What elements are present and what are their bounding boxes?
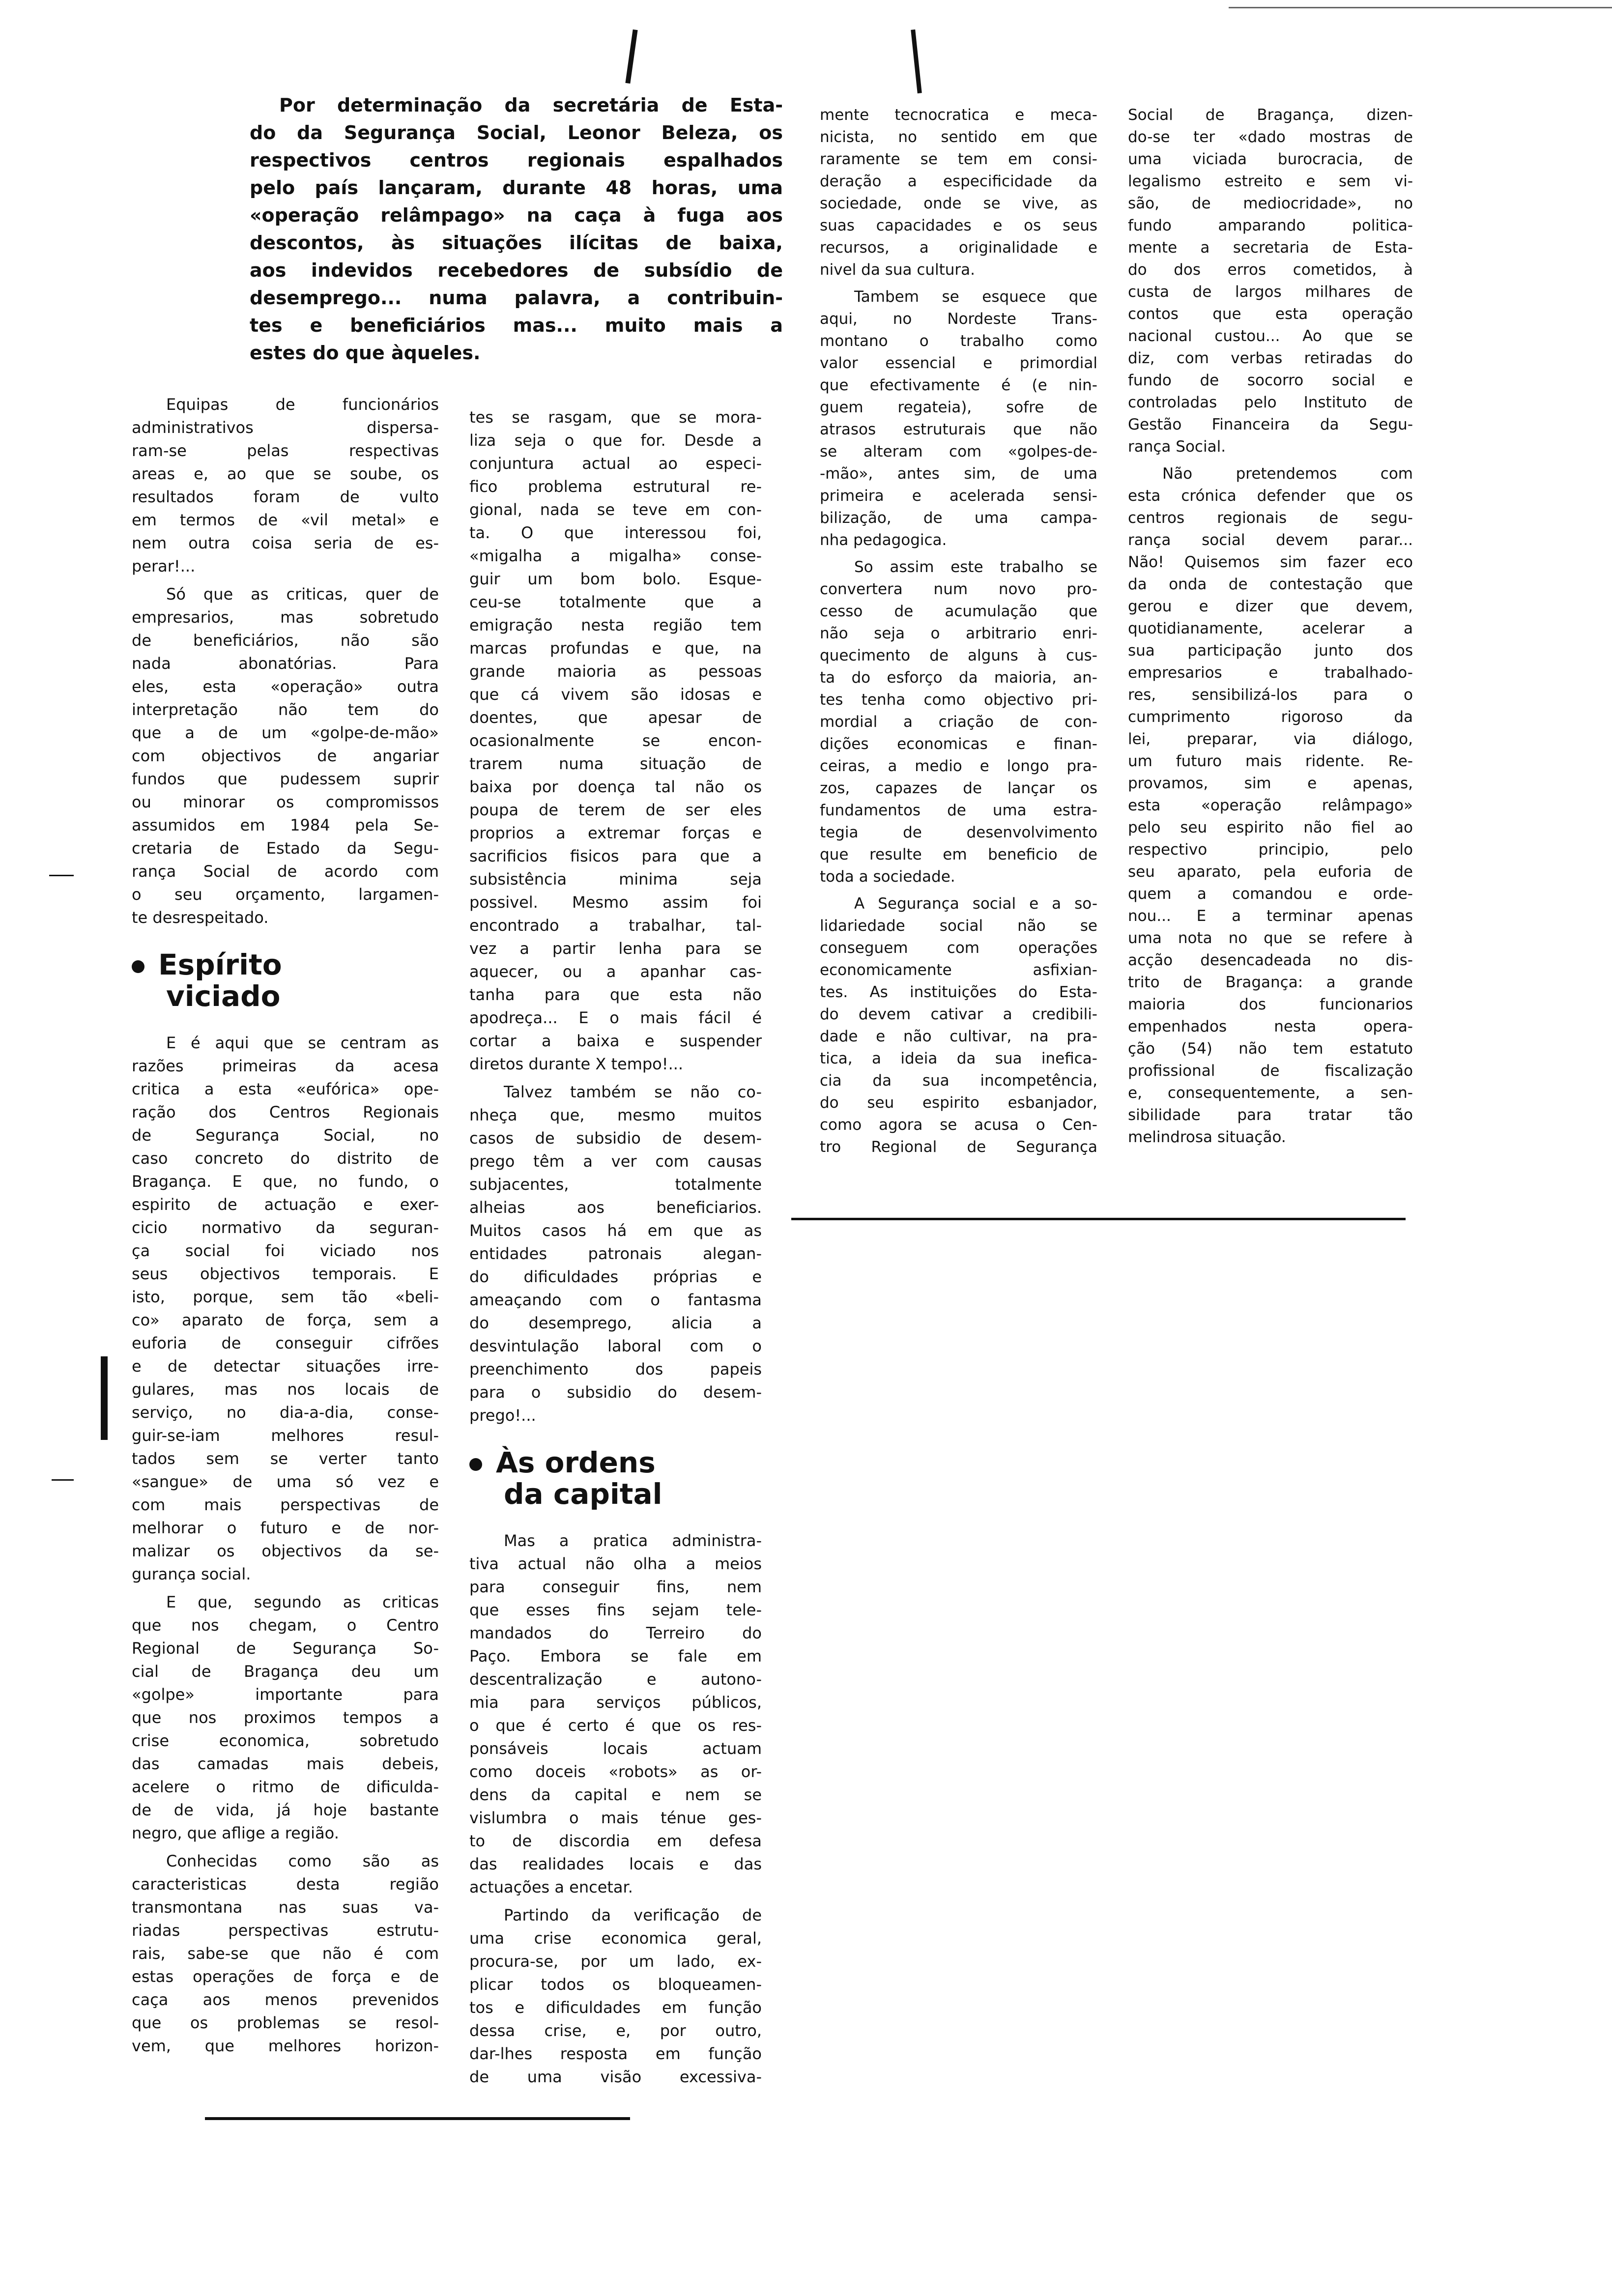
text-line: Paço. Embora se fale em <box>469 1647 762 1665</box>
text-line: nem outra coisa seria de es- <box>132 534 439 552</box>
text-line: das realidades locais e das <box>469 1855 762 1873</box>
text-line: poupa de terem de ser eles <box>469 801 762 819</box>
paragraph <box>469 1529 762 1899</box>
text-line: esta «operação relâmpago» <box>1128 797 1413 814</box>
text-line: plicar todos os bloqueamen- <box>469 1975 762 1994</box>
text-line: uma crise economica geral, <box>469 1929 762 1948</box>
text-line: que nos proximos tempos a <box>132 1708 439 1727</box>
text-line: valor essencial e primordial <box>820 354 1097 372</box>
text-line: tica, a ideia da sua inefica- <box>820 1050 1097 1067</box>
text-line: uma viciada burocracia, de <box>1128 150 1413 168</box>
text-line: caso concreto do distrito de <box>132 1149 439 1168</box>
paragraph <box>820 104 1097 281</box>
heading-line <box>469 1447 762 1478</box>
text-line: emigração nesta região tem <box>469 616 762 634</box>
text-line: profissional de fiscalização <box>1128 1062 1413 1080</box>
article-column-4 <box>1128 104 1413 1153</box>
text-line: guem regateia), sofre de <box>820 399 1097 416</box>
text-line: ameaçando com o fantasma <box>469 1291 762 1309</box>
paragraph <box>820 556 1097 888</box>
text-line: prego têm a ver com causas <box>469 1152 762 1171</box>
handwritten-mark <box>49 875 74 876</box>
text-line: tegia de desenvolvimento <box>820 824 1097 841</box>
text-line: dar-lhes resposta em função <box>469 2044 762 2063</box>
text-line: do dos erros cometidos, à <box>1128 261 1413 279</box>
text-line: ou minorar os compromissos <box>132 793 439 811</box>
text-line: prego!... <box>469 1406 536 1425</box>
text-line: proprios a extremar forças e <box>469 824 762 842</box>
text-line: Não! Quisemos sim fazer eco <box>1128 553 1413 571</box>
text-line: conseguem com operações <box>820 939 1097 957</box>
text-line: ção (54) não tem estatuto <box>1128 1040 1413 1058</box>
text-line: alheias aos beneficiarios. <box>469 1198 762 1217</box>
text-line: Conhecidas como são as <box>166 1852 439 1870</box>
text-line: mente a secretaria de Esta- <box>1128 239 1413 257</box>
text-line: ceu-se totalmente que a <box>469 593 762 611</box>
text-line: gulares, mas nos locais de <box>132 1380 439 1399</box>
text-line: o seu orçamento, largamen- <box>132 885 439 904</box>
text-line: que cá vivem são idosas e <box>469 685 762 704</box>
text-line: com objectivos de angariar <box>132 746 439 765</box>
text-line: tiva actual não olha a meios <box>469 1554 762 1573</box>
paragraph <box>1128 104 1413 458</box>
text-line: dens da capital e nem se <box>469 1785 762 1804</box>
article-lead <box>250 91 783 367</box>
text-line: aquecer, ou a apanhar cas- <box>469 962 762 981</box>
text-line: desemprego... numa palavra, a contribuin- <box>250 287 783 309</box>
text-line: toda a sociedade. <box>820 868 955 886</box>
text-line: fico problema estrutural re- <box>469 477 762 496</box>
text-line: para o subsidio do desem- <box>469 1383 762 1402</box>
text-line: como agora se acusa o Cen- <box>820 1116 1097 1134</box>
text-line: em termos de «vil metal» e <box>132 511 439 529</box>
text-line: vez a partir lenha para se <box>469 939 762 958</box>
text-line: seu aparato, pela euforia de <box>1128 863 1413 881</box>
paragraph <box>820 893 1097 1158</box>
text-line: da onda de contestação que <box>1128 575 1413 593</box>
text-line: dade e não cultivar, na pra- <box>820 1028 1097 1045</box>
text-line: «golpe» importante para <box>132 1685 439 1704</box>
article-column-1 <box>132 393 439 2063</box>
text-line: de beneficiários, não são <box>132 631 439 650</box>
text-line: ceiras, a medio e longo pra- <box>820 757 1097 775</box>
text-line: encontrado a trabalhar, tal- <box>469 916 762 935</box>
text-line: ta. O que interessou foi, <box>469 523 762 542</box>
text-line: caracteristicas desta região <box>132 1875 439 1894</box>
text-line: baixa por doença tal não os <box>469 777 762 796</box>
text-line: provamos, sim e apenas, <box>1128 775 1413 792</box>
text-line: controladas pelo Instituto de <box>1128 394 1413 411</box>
text-line: como doceis «robots» as or- <box>469 1762 762 1781</box>
text-line: gerou e dizer que devem, <box>1128 598 1413 615</box>
text-line: descontos, às situações ilícitas de baixa, <box>250 232 783 254</box>
section-heading <box>132 949 439 1012</box>
text-line: tes. As instituições do Esta- <box>820 983 1097 1001</box>
text-line: desvintulação laboral com o <box>469 1337 762 1355</box>
text-line: nheça que, mesmo muitos <box>469 1106 762 1124</box>
text-line: suas capacidades e os seus <box>820 217 1097 234</box>
text-line: tro Regional de Segurança <box>820 1138 1097 1156</box>
text-line: não seja o arbitrario enri- <box>820 625 1097 642</box>
text-line: fundamentos de uma estra- <box>820 802 1097 819</box>
top-right-rule <box>1229 7 1612 8</box>
text-line: interpretação não tem do <box>132 700 439 719</box>
text-line: legalismo estreito e sem vi- <box>1128 172 1413 190</box>
text-line: fundo de socorro social e <box>1128 372 1413 389</box>
text-line: dessa crise, e, por outro, <box>469 2021 762 2040</box>
text-line: Talvez também se não co- <box>504 1083 762 1101</box>
text-line: «migalha a migalha» conse- <box>469 546 762 565</box>
text-line: pelo país lançaram, durante 48 horas, uma <box>250 177 783 199</box>
text-line: A Segurança social e a so- <box>854 895 1097 913</box>
heading-text: viciado <box>166 979 281 1013</box>
handwritten-mark <box>52 1479 74 1481</box>
text-line: pelo seu espirito não fiel ao <box>1128 819 1413 836</box>
text-line: perar!... <box>132 557 196 575</box>
text-line: diretos durante X tempo!... <box>469 1055 684 1073</box>
text-line: nha pedagogica. <box>820 531 947 549</box>
bottom-rule-right <box>791 1218 1406 1220</box>
text-line: ta do esforço da maioria, an- <box>820 669 1097 687</box>
text-line: de uma visão excessiva- <box>469 2067 762 2086</box>
text-line: contos que esta operação <box>1128 305 1413 323</box>
text-line: montano o trabalho como <box>820 332 1097 350</box>
text-line: raramente se tem em consi- <box>820 150 1097 168</box>
text-line: recursos, a originalidade e <box>820 239 1097 257</box>
text-line: tanha para que esta não <box>469 985 762 1004</box>
text-line: tes e beneficiários mas... muito mais a <box>250 315 783 336</box>
text-line: sibilidade para tratar tão <box>1128 1106 1413 1124</box>
text-line: rança Social de acordo com <box>132 862 439 881</box>
article-column-2 <box>469 406 762 2094</box>
text-line: empresarios e trabalhado- <box>1128 664 1413 682</box>
text-line: crise economica, sobretudo <box>132 1731 439 1750</box>
text-line: apodreça... E o mais fácil é <box>469 1008 762 1027</box>
text-line: mandados do Terreiro do <box>469 1624 762 1642</box>
heading-line <box>132 949 439 980</box>
paragraph <box>132 1850 439 2058</box>
bullet-icon <box>469 1458 482 1471</box>
text-line: convertera num novo pro- <box>820 580 1097 598</box>
text-line: te desrespeitado. <box>132 908 269 927</box>
text-line: rança Social. <box>1128 438 1226 456</box>
text-line: cortar a baixa e suspender <box>469 1032 762 1050</box>
text-line: lei, preparar, via diálogo, <box>1128 730 1413 748</box>
text-line: rais, sabe-se que não é com <box>132 1944 439 1963</box>
text-line: possivel. Mesmo assim foi <box>469 893 762 912</box>
text-line: nivel da sua cultura. <box>820 261 976 279</box>
text-line: malizar os objectivos da se- <box>132 1542 439 1560</box>
text-line: mente tecnocratica e meca- <box>820 106 1097 124</box>
text-line: trito de Bragança: a grande <box>1128 974 1413 991</box>
text-line: resultados foram de vulto <box>132 488 439 506</box>
text-line: Tambem se esquece que <box>854 288 1097 306</box>
text-line: areas e, ao que se soube, os <box>132 464 439 483</box>
text-line: preenchimento dos papeis <box>469 1360 762 1378</box>
text-line: riadas perspectivas estrutu- <box>132 1921 439 1940</box>
text-line: isto, porque, sem tão «beli- <box>132 1288 439 1306</box>
text-line: «operação relâmpago» na caça à fuga aos <box>250 204 783 226</box>
bullet-icon <box>132 960 144 973</box>
text-line: nacional custou... Ao que se <box>1128 327 1413 345</box>
text-line: bilização, de uma campa- <box>820 509 1097 527</box>
text-line: tos e dificuldades em função <box>469 1998 762 2017</box>
text-line: aos indevidos recebedores de subsídio de <box>250 259 783 281</box>
text-line: nicista, no sentido em que <box>820 128 1097 146</box>
text-line: gional, nada se teve em con- <box>469 500 762 519</box>
text-line: empresarios, mas sobretudo <box>132 608 439 627</box>
paragraph <box>132 1591 439 1845</box>
text-line: assumidos em 1984 pela Se- <box>132 816 439 834</box>
text-line: to de discordia em defesa <box>469 1832 762 1850</box>
text-line: -mão», antes sim, de uma <box>820 465 1097 483</box>
text-line: tes se rasgam, que se mora- <box>469 408 762 427</box>
text-line: melindrosa situação. <box>1128 1128 1286 1146</box>
paragraph <box>469 406 762 1076</box>
text-line: mia para serviços públicos, <box>469 1693 762 1712</box>
paragraph <box>132 583 439 929</box>
text-line: cretaria de Estado da Segu- <box>132 839 439 858</box>
text-line: ocasionalmente se encon- <box>469 731 762 750</box>
text-line: que nos chegam, o Centro <box>132 1616 439 1635</box>
section-heading <box>469 1447 762 1510</box>
text-line: que os problemas se resol- <box>132 2013 439 2032</box>
text-line: Equipas de funcionários <box>166 395 439 414</box>
text-line: serviço, no dia-a-dia, conse- <box>132 1403 439 1422</box>
text-line: co» aparato de força, sem a <box>132 1311 439 1329</box>
text-line: So assim este trabalho se <box>854 558 1097 576</box>
text-line: diz, com verbas retiradas do <box>1128 349 1413 367</box>
text-line: rança social devem parar... <box>1128 531 1413 549</box>
text-line: que resulte em beneficio de <box>820 846 1097 863</box>
text-line: respectivo principio, pelo <box>1128 841 1413 859</box>
text-line: gurança social. <box>132 1565 251 1583</box>
text-line: melhorar o futuro e de nor- <box>132 1519 439 1537</box>
text-line: empenhados nesta opera- <box>1128 1018 1413 1035</box>
text-line: uma nota no que se refere à <box>1128 929 1413 947</box>
text-line: estes do que àqueles. <box>250 342 481 364</box>
text-line: custa de largos milhares de <box>1128 283 1413 301</box>
text-line: res, sensibilizá-los para o <box>1128 686 1413 704</box>
text-line: cumprimento rigoroso da <box>1128 708 1413 726</box>
text-line: Mas a pratica administra- <box>504 1531 762 1550</box>
text-line: e, consequentemente, a sen- <box>1128 1084 1413 1102</box>
text-line: subjacentes, totalmente <box>469 1175 762 1194</box>
text-line: o que é certo é que os res- <box>469 1716 762 1735</box>
text-line: subsistência minima seja <box>469 870 762 889</box>
text-line: mordial a criação de con- <box>820 713 1097 731</box>
heading-line <box>469 1478 762 1510</box>
text-line: cia da sua incompetência, <box>820 1072 1097 1090</box>
text-line: vislumbra o mais ténue ges- <box>469 1808 762 1827</box>
handwritten-mark <box>625 29 637 84</box>
text-line: tes tenha como objectivo pri- <box>820 691 1097 709</box>
text-line: seus objectivos temporais. E <box>132 1264 439 1283</box>
bottom-rule-left <box>205 2117 630 2120</box>
text-line: atrasos estruturais que não <box>820 421 1097 438</box>
text-line: cicio normativo da seguran- <box>132 1218 439 1237</box>
text-line: E que, segundo as criticas <box>166 1593 439 1611</box>
text-line: sacrificios fisicos para que a <box>469 847 762 865</box>
text-line: fundo amparando politica- <box>1128 217 1413 234</box>
text-line: aqui, no Nordeste Trans- <box>820 310 1097 328</box>
text-line: se alteram com «golpes-de- <box>820 443 1097 460</box>
text-line: que esses fins sejam tele- <box>469 1601 762 1619</box>
text-line: Bragança. E que, no fundo, o <box>132 1172 439 1191</box>
text-line: procura-se, por um lado, ex- <box>469 1952 762 1971</box>
heading-text: da capital <box>504 1477 662 1511</box>
text-line: acelere o ritmo de dificulda- <box>132 1778 439 1796</box>
text-line: ponsáveis locais actuam <box>469 1739 762 1758</box>
heading-text: Às ordens <box>496 1446 656 1479</box>
text-line: marcas profundas e que, na <box>469 639 762 658</box>
text-line: estas operações de força e de <box>132 1967 439 1986</box>
text-line: liza seja o que for. Desde a <box>469 431 762 450</box>
text-line: do devem cativar a credibili- <box>820 1005 1097 1023</box>
text-line: Muitos casos há em que as <box>469 1221 762 1240</box>
text-line: com mais perspectivas de <box>132 1495 439 1514</box>
text-line: actuações a encetar. <box>469 1878 633 1896</box>
text-line: de de vida, já hoje bastante <box>132 1801 439 1819</box>
text-line: eles, esta «operação» outra <box>132 677 439 696</box>
text-line: economicamente asfixian- <box>820 961 1097 979</box>
heading-text: Espírito <box>158 948 282 981</box>
text-line: lidariedade social não se <box>820 917 1097 935</box>
text-line: guir-se-iam melhores resul- <box>132 1426 439 1445</box>
text-line: um futuro mais ridente. Re- <box>1128 752 1413 770</box>
text-line: razões primeiras da acesa <box>132 1057 439 1075</box>
article-column-3 <box>820 104 1097 1163</box>
text-line: deração a especificidade da <box>820 172 1097 190</box>
text-line: transmontana nas suas va- <box>132 1898 439 1917</box>
paragraph <box>820 286 1097 551</box>
text-line: Não pretendemos com <box>1162 465 1413 483</box>
text-line: tados sem se verter tanto <box>132 1449 439 1468</box>
paragraph <box>132 393 439 578</box>
text-line: centros regionais de segu- <box>1128 509 1413 527</box>
text-line: dições economicas e finan- <box>820 735 1097 753</box>
heading-line <box>132 980 439 1012</box>
text-line: quotidianamente, acelerar a <box>1128 620 1413 637</box>
text-line: quecimento de alguns à cus- <box>820 647 1097 664</box>
text-line: para conseguir fins, nem <box>469 1578 762 1596</box>
text-line: E é aqui que se centram as <box>166 1033 439 1052</box>
text-line: primeira e acelerada sensi- <box>820 487 1097 505</box>
text-line: que efectivamente é (e nin- <box>820 376 1097 394</box>
text-line: nada abonatórias. Para <box>132 654 439 673</box>
text-line: Social de Bragança, dizen- <box>1128 106 1413 124</box>
text-line: cesso de acumulação que <box>820 603 1097 620</box>
paragraph <box>132 1032 439 1586</box>
text-line: Gestão Financeira da Segu- <box>1128 416 1413 433</box>
text-line: ram-se pelas respectivas <box>132 441 439 460</box>
text-line: das camadas mais debeis, <box>132 1754 439 1773</box>
text-line: cial de Bragança deu um <box>132 1662 439 1681</box>
text-line: do-se ter «dado mostras de <box>1128 128 1413 146</box>
text-line: que a de um «golpe-de-mão» <box>132 723 439 742</box>
text-line: caça aos menos prevenidos <box>132 1990 439 2009</box>
text-line: critica a esta «eufórica» ope- <box>132 1080 439 1098</box>
text-line: do da Segurança Social, Leonor Beleza, os <box>250 122 783 144</box>
text-line: descentralização e autono- <box>469 1670 762 1689</box>
text-line: grande maioria as pessoas <box>469 662 762 681</box>
text-line: e de detectar situações irre- <box>132 1357 439 1376</box>
text-line: administrativos dispersa- <box>132 418 439 437</box>
text-line: zos, capazes de lançar os <box>820 779 1097 797</box>
text-line: casos de subsidio de desem- <box>469 1129 762 1148</box>
text-line: ração dos Centros Regionais <box>132 1103 439 1121</box>
text-line: «sangue» de uma só vez e <box>132 1472 439 1491</box>
text-line: quem a comandou e orde- <box>1128 885 1413 903</box>
text-line: doentes, que apesar de <box>469 708 762 727</box>
text-line: euforia de conseguir cifrões <box>132 1334 439 1352</box>
text-line: do dificuldades próprias e <box>469 1267 762 1286</box>
text-line: esta crónica defender que os <box>1128 487 1413 505</box>
text-line: do seu espirito esbanjador, <box>820 1094 1097 1112</box>
text-line: respectivos centros regionais espalhados <box>250 149 783 171</box>
text-line: negro, que aflige a região. <box>132 1824 339 1842</box>
text-line: Regional de Segurança So- <box>132 1639 439 1658</box>
text-line: maioria dos funcionarios <box>1128 996 1413 1013</box>
handwritten-mark <box>101 1356 108 1440</box>
text-line: entidades patronais alegan- <box>469 1244 762 1263</box>
text-line: guir um bom bolo. Esque- <box>469 570 762 588</box>
text-line: nou... E a terminar apenas <box>1128 907 1413 925</box>
text-line: sua participação junto dos <box>1128 642 1413 660</box>
text-line: sociedade, onde se vive, as <box>820 195 1097 212</box>
text-line: trarem numa situação de <box>469 754 762 773</box>
text-line: ça social foi viciado nos <box>132 1241 439 1260</box>
paragraph <box>1128 463 1413 1148</box>
text-line: Só que as criticas, quer de <box>166 585 439 603</box>
handwritten-mark <box>911 29 922 93</box>
paragraph <box>469 1904 762 2089</box>
text-line: de Segurança Social, no <box>132 1126 439 1145</box>
text-line: do desemprego, alicia a <box>469 1314 762 1332</box>
text-line: vem, que melhores horizon- <box>132 2037 439 2055</box>
text-line: são, de mediocridade», no <box>1128 195 1413 212</box>
text-line: espirito de actuação e exer- <box>132 1195 439 1214</box>
text-line: fundos que pudessem suprir <box>132 770 439 788</box>
paragraph <box>469 1081 762 1427</box>
text-line: acção desencadeada no dis- <box>1128 951 1413 969</box>
text-line: Partindo da verificação de <box>504 1906 762 1924</box>
text-line: Por determinação da secretária de Esta- <box>279 94 783 116</box>
text-line: conjuntura actual ao especi- <box>469 454 762 473</box>
